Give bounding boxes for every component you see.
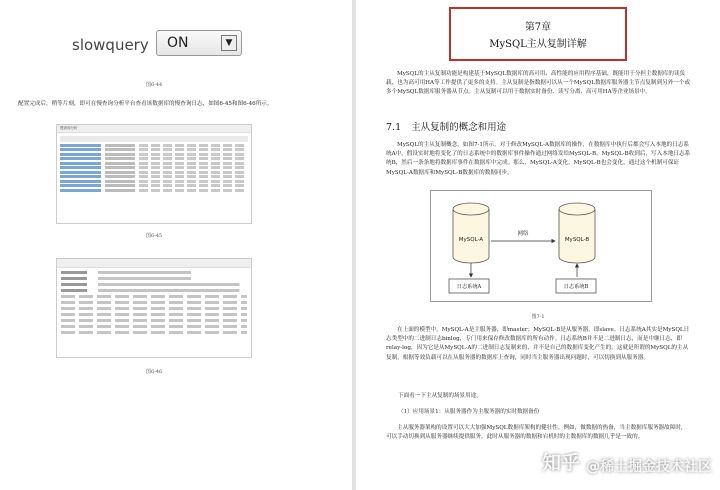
section-title: 主从复制的概念和用途 — [411, 122, 507, 133]
watermark-juejin: @稀土掘金技术社区 — [586, 459, 712, 475]
table-row — [60, 171, 248, 174]
replication-diagram — [430, 190, 652, 302]
node-a-label: MySQL-A — [458, 237, 484, 243]
explain-paragraph: 在上面的模型中，MySQL-A是主服务器，即master；MySQL-B是从服务器，即slave。日志系统A其实是MySQL日志类型中的二进制日志binlog，专门用来保存修改数据库的所有动作。日志系统B并不是二进制日志，而是中继日志，即relay-log，因为它是从MySQL-A的二进制日志复制来的，并不是自己的数据库变化产生的。这就是所谓的MySQL的主从复制，根据等效负载可以在从服务器的数据库上查询，同时当主服务器出现问题时，可以切换到从服务器。 — [386, 327, 690, 361]
detail-line — [61, 313, 247, 316]
table-row — [60, 148, 248, 151]
figure-caption-6-46: 图6-46 — [146, 369, 163, 375]
dropdown-arrow-icon: ▼ — [221, 35, 237, 51]
figure-caption-6-45: 图6-45 — [146, 233, 163, 239]
detail-line — [61, 301, 247, 304]
chapter-title: MySQL主从复制详解 — [489, 39, 587, 50]
table-row — [60, 166, 248, 169]
database-a-icon — [453, 203, 489, 263]
log-system-a-label: 日志系统A — [456, 284, 482, 290]
table-row — [60, 153, 248, 156]
detail-line — [61, 319, 247, 322]
detail-line — [61, 277, 247, 280]
table-row — [60, 144, 248, 147]
screenshot-table-header — [60, 136, 248, 142]
screenshot-slowquery-list — [56, 124, 252, 224]
database-b-icon — [559, 203, 595, 263]
screenshot-slowquery-detail — [56, 258, 252, 358]
intro-list-line: 下面看一下主从复制的场景用途。 — [398, 393, 482, 399]
table-row — [60, 157, 248, 160]
detail-line — [61, 271, 247, 274]
detail-line — [61, 289, 247, 292]
screenshot-header — [57, 259, 251, 268]
scenario-1-paragraph: 主从服务器架构的设置可以大大加强MySQL数据库架构的健壮性。例如，做数据的热备，当主数据库服务器故障时，可以手动切换到从服务器继续提供服务，此时从服务器的数据和宕机时的主数据库的数据几乎是一致的。 — [386, 425, 687, 441]
detail-line — [61, 331, 247, 334]
detail-line — [61, 283, 247, 286]
slowquery-select — [156, 30, 242, 56]
detail-line — [61, 307, 247, 310]
table-row — [60, 184, 248, 187]
figure-caption-7-1: 图7-1 — [531, 314, 545, 320]
table-row — [60, 189, 248, 192]
table-row — [60, 180, 248, 183]
chapter-heading-box — [449, 7, 627, 61]
table-row — [60, 162, 248, 165]
slowquery-label: slowquery — [72, 36, 149, 54]
table-row — [60, 175, 248, 178]
section-heading — [386, 119, 506, 133]
chapter-intro: MySQL的主从复制功能是构建基于MySQL数据库的高可用、高性能的应用程序基础，既能用于分担主数据库的读负载，也为高可用HA等工作提供了更多的支持。主从复制是指数据可以从一个MySQL数据库服务器主节点复制到另外一个或多个MySQL数据库服务器从节点。主从复制可以用于数据实时备份、读写分离、高可用HA等企业场景中。 — [386, 71, 691, 96]
concept-paragraph: MySQL的主从复制概念，如图7-1所示。对于修改MySQL-A数据库的操作，在数据库中执行后都会写入本地的日志系统A中。假设实时地将变化了的日志系统中的数据库事件操作通过网络发给MySQL-B。MySQL-B收到后，写入本地日志系统B，然后一条条地将数据库事件在数据库中完成。那么，MySQL-A变化，MySQL-B也会变化，通过这个机制可保证MySQL-A数据库和MySQL-B数据库的数据同步。 — [386, 142, 691, 176]
slowquery-value: ON — [167, 35, 189, 51]
network-label: 网络 — [517, 231, 529, 237]
node-b-label: MySQL-B — [564, 237, 590, 243]
log-system-b-label: 日志系统B — [563, 284, 589, 290]
detail-line — [61, 325, 247, 328]
scenario-1-heading: （1）应用场景1：从服务器作为主服务器的实时数据备份 — [398, 409, 540, 415]
left-page — [0, 0, 352, 490]
screenshot-title: 慢查询分析 — [57, 125, 251, 133]
watermark-zhihu: 知乎 — [542, 452, 581, 474]
replication-diagram-svg — [431, 191, 651, 301]
chapter-number: 第7章 — [524, 22, 552, 33]
left-paragraph: 配置完成后，稍等片刻，即可在慢查询分析平台查看该数据库的慢查询日志，如图6-45和图6-46所示。 — [18, 101, 273, 107]
detail-line — [61, 295, 247, 298]
right-page — [356, 0, 720, 490]
section-number: 7.1 — [386, 122, 402, 133]
figure-caption-6-44: 图6-44 — [146, 82, 163, 88]
